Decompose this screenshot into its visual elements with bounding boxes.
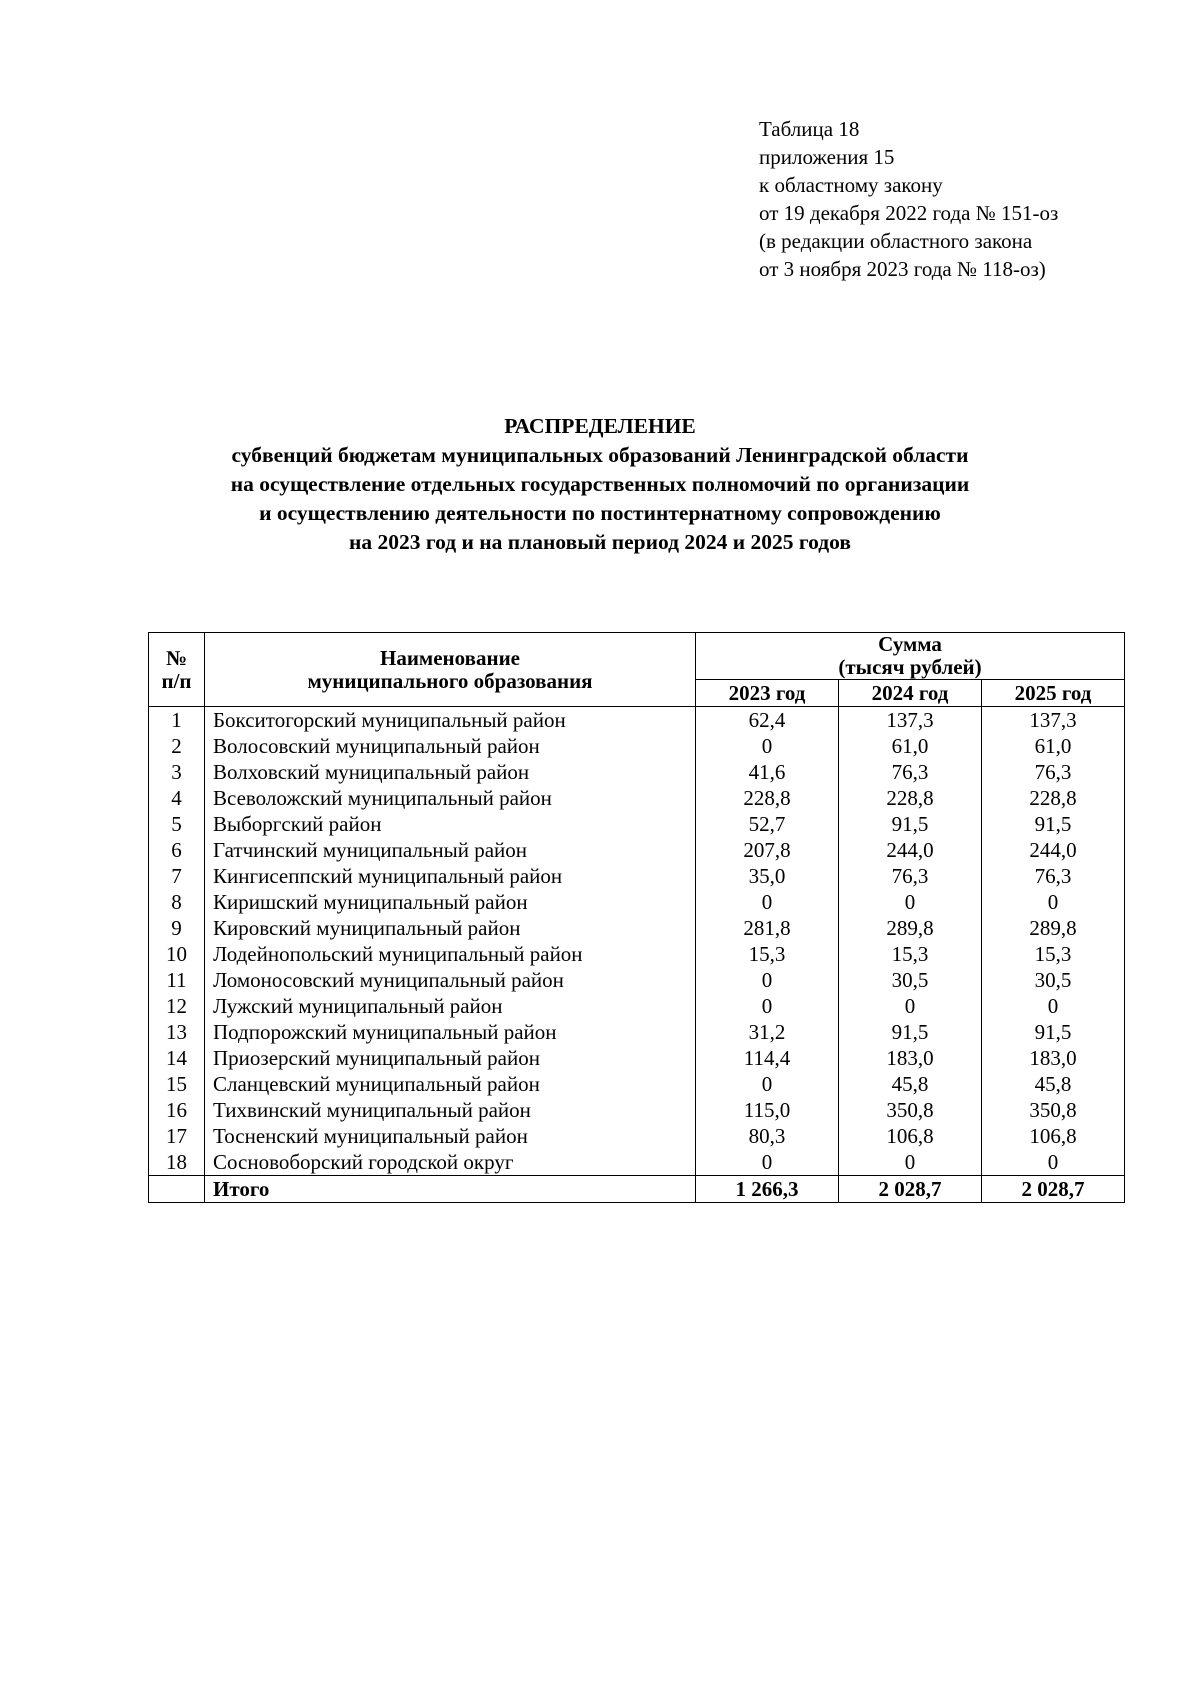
value-2024: 91,5 xyxy=(839,811,982,837)
value-2025: 91,5 xyxy=(982,1019,1125,1045)
row-number: 16 xyxy=(149,1097,205,1123)
table-row xyxy=(149,785,1125,811)
municipality-name: Кировский муниципальный район xyxy=(205,915,696,941)
value-2024: 228,8 xyxy=(839,785,982,811)
total-number-cell xyxy=(149,1176,205,1203)
municipality-name: Бокситогорский муниципальный район xyxy=(205,707,696,734)
municipality-name: Волховский муниципальный район xyxy=(205,759,696,785)
table-row xyxy=(149,993,1125,1019)
municipality-name: Тосненский муниципальный район xyxy=(205,1123,696,1149)
municipality-name: Гатчинский муниципальный район xyxy=(205,837,696,863)
row-number: 1 xyxy=(149,707,205,734)
value-2024: 45,8 xyxy=(839,1071,982,1097)
value-2023: 0 xyxy=(696,733,839,759)
document-reference-note xyxy=(759,115,1058,283)
value-2023: 15,3 xyxy=(696,941,839,967)
row-number: 10 xyxy=(149,941,205,967)
value-2025: 228,8 xyxy=(982,785,1125,811)
value-2024: 244,0 xyxy=(839,837,982,863)
value-2024: 0 xyxy=(839,889,982,915)
value-2024: 30,5 xyxy=(839,967,982,993)
table-row xyxy=(149,733,1125,759)
value-2024: 91,5 xyxy=(839,1019,982,1045)
note-line: приложения 15 xyxy=(759,145,895,169)
table-row xyxy=(149,811,1125,837)
value-2024: 76,3 xyxy=(839,863,982,889)
value-2024: 137,3 xyxy=(839,707,982,734)
total-2025: 2 028,7 xyxy=(982,1176,1125,1203)
value-2024: 0 xyxy=(839,1149,982,1176)
row-number: 18 xyxy=(149,1149,205,1176)
municipality-name: Всеволожский муниципальный район xyxy=(205,785,696,811)
value-2025: 15,3 xyxy=(982,941,1125,967)
distribution-table xyxy=(148,632,1125,1203)
header-year-2025: 2025 год xyxy=(982,680,1125,707)
total-label: Итого xyxy=(205,1176,696,1203)
municipality-name: Лодейнопольский муниципальный район xyxy=(205,941,696,967)
table-row xyxy=(149,1149,1125,1176)
table-row xyxy=(149,863,1125,889)
title-line: на осуществление отдельных государственных полномочий по организации xyxy=(230,472,970,496)
value-2023: 52,7 xyxy=(696,811,839,837)
value-2025: 350,8 xyxy=(982,1097,1125,1123)
municipality-name: Киришский муниципальный район xyxy=(205,889,696,915)
municipality-name: Ломоносовский муниципальный район xyxy=(205,967,696,993)
row-number: 7 xyxy=(149,863,205,889)
value-2024: 350,8 xyxy=(839,1097,982,1123)
document-title xyxy=(0,412,1200,557)
value-2023: 0 xyxy=(696,889,839,915)
row-number: 8 xyxy=(149,889,205,915)
value-2023: 31,2 xyxy=(696,1019,839,1045)
table-row xyxy=(149,915,1125,941)
value-2023: 0 xyxy=(696,993,839,1019)
value-2025: 45,8 xyxy=(982,1071,1125,1097)
note-line: Таблица 18 xyxy=(759,117,860,141)
row-number: 3 xyxy=(149,759,205,785)
municipality-name: Подпорожский муниципальный район xyxy=(205,1019,696,1045)
value-2024: 183,0 xyxy=(839,1045,982,1071)
value-2025: 61,0 xyxy=(982,733,1125,759)
table-row xyxy=(149,707,1125,734)
value-2023: 281,8 xyxy=(696,915,839,941)
value-2023: 0 xyxy=(696,1149,839,1176)
row-number: 2 xyxy=(149,733,205,759)
value-2025: 0 xyxy=(982,889,1125,915)
row-number: 4 xyxy=(149,785,205,811)
value-2023: 115,0 xyxy=(696,1097,839,1123)
municipality-name: Выборгский район xyxy=(205,811,696,837)
table-row xyxy=(149,837,1125,863)
value-2023: 41,6 xyxy=(696,759,839,785)
value-2024: 15,3 xyxy=(839,941,982,967)
row-number: 15 xyxy=(149,1071,205,1097)
table-row xyxy=(149,1071,1125,1097)
value-2024: 0 xyxy=(839,993,982,1019)
table-row xyxy=(149,1045,1125,1071)
title-line: и осуществлению деятельности по постинтернатному сопровождению xyxy=(259,501,941,525)
value-2025: 289,8 xyxy=(982,915,1125,941)
municipality-name: Сосновоборский городской округ xyxy=(205,1149,696,1176)
value-2025: 76,3 xyxy=(982,863,1125,889)
header-name: Наименование муниципального образования xyxy=(205,633,696,707)
header-year-2024: 2024 год xyxy=(839,680,982,707)
value-2024: 106,8 xyxy=(839,1123,982,1149)
header-year-2023: 2023 год xyxy=(696,680,839,707)
value-2023: 228,8 xyxy=(696,785,839,811)
value-2025: 244,0 xyxy=(982,837,1125,863)
row-number: 12 xyxy=(149,993,205,1019)
row-number: 5 xyxy=(149,811,205,837)
row-number: 9 xyxy=(149,915,205,941)
total-row xyxy=(149,1176,1125,1203)
total-2024: 2 028,7 xyxy=(839,1176,982,1203)
value-2023: 35,0 xyxy=(696,863,839,889)
municipality-name: Тихвинский муниципальный район xyxy=(205,1097,696,1123)
table-row xyxy=(149,1019,1125,1045)
value-2023: 0 xyxy=(696,967,839,993)
title-line: РАСПРЕДЕЛЕНИЕ xyxy=(504,414,696,438)
value-2023: 0 xyxy=(696,1071,839,1097)
value-2025: 137,3 xyxy=(982,707,1125,734)
table-row xyxy=(149,941,1125,967)
value-2025: 76,3 xyxy=(982,759,1125,785)
title-line: на 2023 год и на плановый период 2024 и 2025 годов xyxy=(349,530,851,554)
row-number: 17 xyxy=(149,1123,205,1149)
total-2023: 1 266,3 xyxy=(696,1176,839,1203)
municipality-name: Кингисеппский муниципальный район xyxy=(205,863,696,889)
value-2024: 76,3 xyxy=(839,759,982,785)
value-2025: 0 xyxy=(982,1149,1125,1176)
value-2025: 0 xyxy=(982,993,1125,1019)
value-2025: 30,5 xyxy=(982,967,1125,993)
row-number: 6 xyxy=(149,837,205,863)
note-line: от 3 ноября 2023 года № 118-оз) xyxy=(759,257,1046,281)
note-line: к областному закону xyxy=(759,173,943,197)
header-number: № п/п xyxy=(149,633,205,707)
municipality-name: Волосовский муниципальный район xyxy=(205,733,696,759)
row-number: 13 xyxy=(149,1019,205,1045)
table-row xyxy=(149,1097,1125,1123)
title-line: субвенций бюджетам муниципальных образований Ленинградской области xyxy=(231,443,969,467)
value-2025: 183,0 xyxy=(982,1045,1125,1071)
note-line: от 19 декабря 2022 года № 151-оз xyxy=(759,201,1059,225)
municipality-name: Приозерский муниципальный район xyxy=(205,1045,696,1071)
table-row xyxy=(149,1123,1125,1149)
table-row xyxy=(149,759,1125,785)
value-2023: 80,3 xyxy=(696,1123,839,1149)
value-2024: 61,0 xyxy=(839,733,982,759)
note-line: (в редакции областного закона xyxy=(759,229,1033,253)
row-number: 14 xyxy=(149,1045,205,1071)
value-2023: 207,8 xyxy=(696,837,839,863)
row-number: 11 xyxy=(149,967,205,993)
value-2025: 106,8 xyxy=(982,1123,1125,1149)
header-sum: Сумма (тысяч рублей) xyxy=(696,633,1125,680)
value-2023: 114,4 xyxy=(696,1045,839,1071)
table-row xyxy=(149,967,1125,993)
value-2023: 62,4 xyxy=(696,707,839,734)
municipality-name: Сланцевский муниципальный район xyxy=(205,1071,696,1097)
municipality-name: Лужский муниципальный район xyxy=(205,993,696,1019)
value-2024: 289,8 xyxy=(839,915,982,941)
table-row xyxy=(149,889,1125,915)
value-2025: 91,5 xyxy=(982,811,1125,837)
